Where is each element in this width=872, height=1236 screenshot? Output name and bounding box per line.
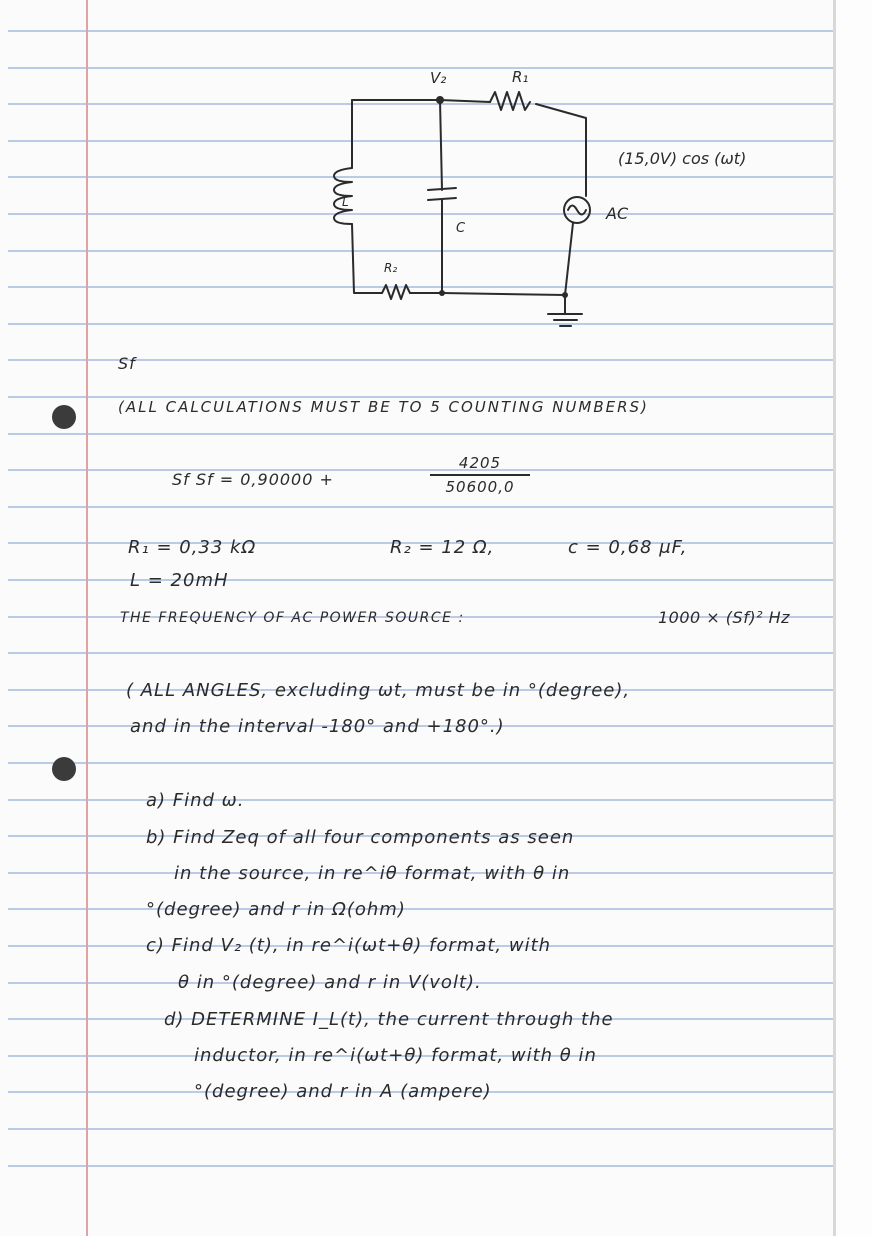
ruled-line	[8, 799, 834, 801]
capacitor-c	[428, 188, 456, 200]
r1-value: R₁ = 0,33 kΩ	[128, 537, 257, 558]
label-c: C	[456, 221, 466, 236]
question-d-line2: inductor, in re^i(ωt+θ) format, with θ in	[194, 1045, 597, 1066]
question-c-line1: c) Find V₂ (t), in re^i(ωt+θ) format, with	[146, 935, 552, 956]
sf-formula: Sf Sf = 0,90000 +	[172, 470, 334, 489]
wire-top-right	[536, 104, 586, 196]
node-bottom-dot	[439, 290, 445, 296]
precision-note: (ALL CALCULATIONS MUST BE TO 5 COUNTING NUMBERS)	[118, 398, 649, 416]
ground-symbol	[548, 295, 582, 326]
c-value: c = 0,68 μF,	[568, 537, 688, 558]
node-v2-dot	[436, 96, 444, 104]
ruled-line	[8, 908, 834, 910]
ruled-line	[8, 1165, 834, 1167]
question-d-line3: °(degree) and r in A (ampere)	[194, 1081, 492, 1102]
fraction-bar	[430, 474, 530, 476]
sf-numerator: 4205	[458, 454, 502, 472]
label-r2: R₂	[384, 261, 398, 275]
question-d-line1: d) DETERMINE I_L(t), the current through the	[164, 1009, 614, 1030]
wire-top-left	[352, 100, 490, 102]
ac-wave	[568, 206, 586, 215]
question-b-line1: b) Find Zeq of all four components as seen	[146, 827, 575, 848]
wire-right-lower	[565, 223, 573, 295]
question-a: a) Find ω.	[146, 790, 245, 811]
ruled-line	[8, 506, 834, 508]
question-b-line3: °(degree) and r in Ω(ohm)	[146, 899, 406, 920]
wire-bottom	[410, 293, 565, 295]
angles-note-line1: ( ALL ANGLES, excluding ωt, must be in °(degree),	[126, 680, 631, 701]
ruled-line	[8, 762, 834, 764]
r2-value: R₂ = 12 Ω,	[390, 537, 495, 558]
frequency-label: THE FREQUENCY OF AC POWER SOURCE :	[120, 610, 465, 626]
punch-hole-bottom	[52, 757, 76, 781]
sf-fraction	[430, 454, 530, 496]
resistor-r1	[490, 92, 530, 110]
node-ground-dot	[562, 292, 568, 298]
ruled-line	[8, 652, 834, 654]
ruled-line	[8, 433, 834, 435]
circuit-diagram	[0, 0, 872, 340]
resistor-r2	[382, 285, 410, 299]
sf-denominator: 50600,0	[445, 478, 515, 496]
angles-note-line2: and in the interval -180° and +180°.)	[130, 716, 505, 737]
scribble-sf: Sf	[118, 354, 136, 373]
label-l: L	[342, 195, 349, 209]
ruled-line	[8, 469, 834, 471]
question-c-line2: θ in °(degree) and r in V(volt).	[178, 972, 482, 993]
label-v2: V₂	[430, 69, 447, 87]
source-value: (15,0V) cos (ωt)	[618, 149, 747, 168]
punch-hole-top	[52, 405, 76, 429]
question-b-line2: in the source, in re^iθ format, with θ in	[174, 863, 571, 884]
source-label: AC	[606, 204, 629, 223]
ruled-line	[8, 1128, 834, 1130]
frequency-value: 1000 × (Sf)² Hz	[658, 608, 790, 627]
l-value: L = 20mH	[130, 570, 229, 591]
wire-middle-top	[440, 100, 442, 190]
wire-left-bottom	[352, 224, 382, 293]
label-r1: R₁	[512, 68, 529, 86]
